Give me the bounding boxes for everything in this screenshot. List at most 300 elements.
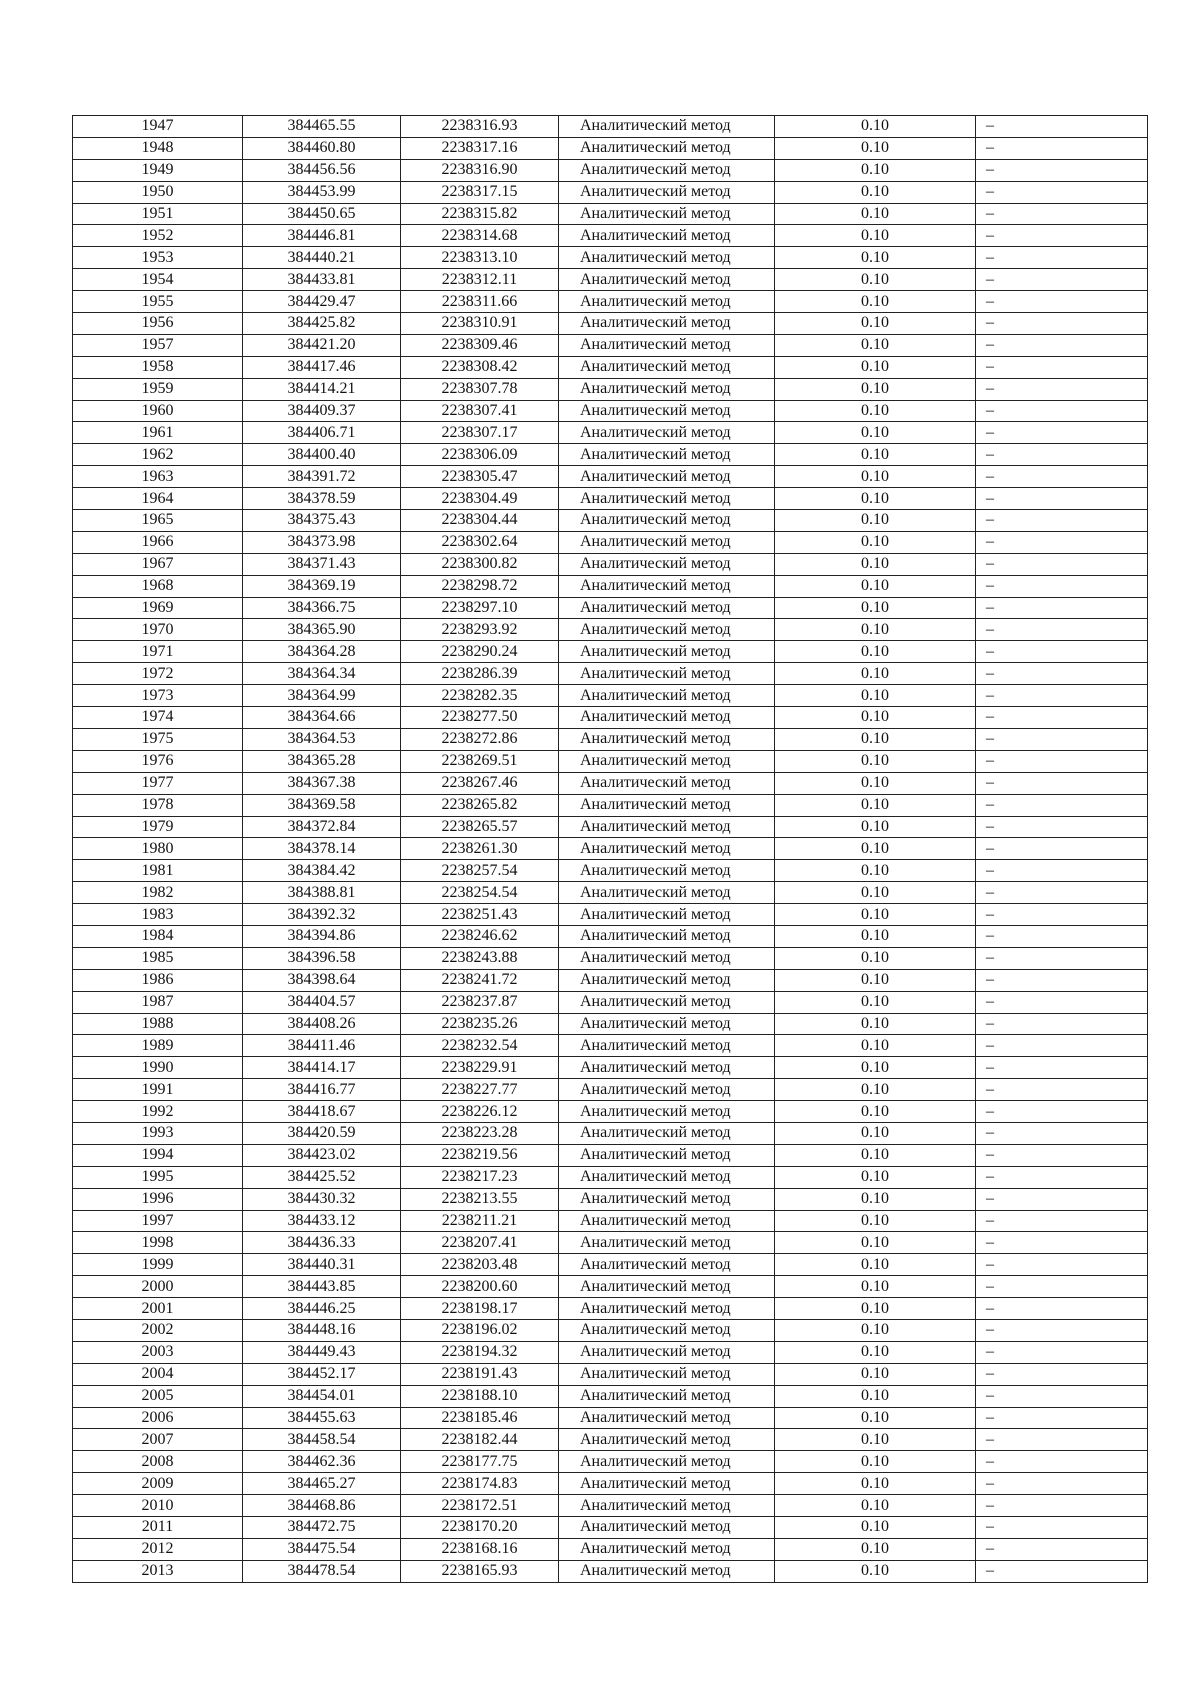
- precision-cell: 0.10: [775, 838, 976, 860]
- x-coordinate-cell: 384365.28: [243, 750, 401, 772]
- y-coordinate-cell: 2238241.72: [401, 969, 559, 991]
- description-cell: –: [976, 334, 1148, 356]
- y-coordinate-cell: 2238217.23: [401, 1166, 559, 1188]
- point-number-cell: 1997: [73, 1210, 243, 1232]
- point-number-cell: 1983: [73, 904, 243, 926]
- description-cell: –: [976, 1341, 1148, 1363]
- y-coordinate-cell: 2238316.93: [401, 116, 559, 138]
- table-row: [73, 860, 1148, 882]
- x-coordinate-cell: 384369.19: [243, 575, 401, 597]
- description-cell: –: [976, 816, 1148, 838]
- table-row: [73, 991, 1148, 1013]
- precision-cell: 0.10: [775, 1363, 976, 1385]
- point-number-cell: 1974: [73, 707, 243, 729]
- x-coordinate-cell: 384414.17: [243, 1057, 401, 1079]
- x-coordinate-cell: 384364.66: [243, 707, 401, 729]
- y-coordinate-cell: 2238168.16: [401, 1538, 559, 1560]
- description-cell: –: [976, 685, 1148, 707]
- description-cell: –: [976, 313, 1148, 335]
- precision-cell: 0.10: [775, 1079, 976, 1101]
- method-cell: Аналитический метод: [559, 1319, 775, 1341]
- table-row: [73, 925, 1148, 947]
- y-coordinate-cell: 2238293.92: [401, 619, 559, 641]
- y-coordinate-cell: 2238315.82: [401, 203, 559, 225]
- method-cell: Аналитический метод: [559, 794, 775, 816]
- table-row: [73, 1232, 1148, 1254]
- method-cell: Аналитический метод: [559, 1429, 775, 1451]
- table-row: [73, 1254, 1148, 1276]
- method-cell: Аналитический метод: [559, 203, 775, 225]
- point-number-cell: 1969: [73, 597, 243, 619]
- method-cell: Аналитический метод: [559, 1057, 775, 1079]
- point-number-cell: 1999: [73, 1254, 243, 1276]
- y-coordinate-cell: 2238188.10: [401, 1385, 559, 1407]
- y-coordinate-cell: 2238297.10: [401, 597, 559, 619]
- point-number-cell: 1985: [73, 947, 243, 969]
- method-cell: Аналитический метод: [559, 1341, 775, 1363]
- precision-cell: 0.10: [775, 1495, 976, 1517]
- point-number-cell: 1962: [73, 444, 243, 466]
- x-coordinate-cell: 384478.54: [243, 1560, 401, 1582]
- x-coordinate-cell: 384436.33: [243, 1232, 401, 1254]
- table-row: [73, 203, 1148, 225]
- method-cell: Аналитический метод: [559, 269, 775, 291]
- x-coordinate-cell: 384388.81: [243, 882, 401, 904]
- point-number-cell: 1965: [73, 510, 243, 532]
- point-number-cell: 2002: [73, 1319, 243, 1341]
- description-cell: –: [976, 378, 1148, 400]
- description-cell: –: [976, 159, 1148, 181]
- description-cell: –: [976, 1144, 1148, 1166]
- precision-cell: 0.10: [775, 225, 976, 247]
- point-number-cell: 1963: [73, 466, 243, 488]
- precision-cell: 0.10: [775, 247, 976, 269]
- table-row: [73, 1473, 1148, 1495]
- method-cell: Аналитический метод: [559, 1407, 775, 1429]
- precision-cell: 0.10: [775, 291, 976, 313]
- method-cell: Аналитический метод: [559, 1144, 775, 1166]
- point-number-cell: 1948: [73, 137, 243, 159]
- point-number-cell: 1951: [73, 203, 243, 225]
- x-coordinate-cell: 384449.43: [243, 1341, 401, 1363]
- method-cell: Аналитический метод: [559, 334, 775, 356]
- y-coordinate-cell: 2238185.46: [401, 1407, 559, 1429]
- y-coordinate-cell: 2238305.47: [401, 466, 559, 488]
- table-row: [73, 1210, 1148, 1232]
- method-cell: Аналитический метод: [559, 904, 775, 926]
- point-number-cell: 1978: [73, 794, 243, 816]
- method-cell: Аналитический метод: [559, 444, 775, 466]
- x-coordinate-cell: 384409.37: [243, 400, 401, 422]
- x-coordinate-cell: 384392.32: [243, 904, 401, 926]
- description-cell: –: [976, 1232, 1148, 1254]
- x-coordinate-cell: 384468.86: [243, 1495, 401, 1517]
- method-cell: Аналитический метод: [559, 378, 775, 400]
- table-row: [73, 269, 1148, 291]
- table-row: [73, 1538, 1148, 1560]
- y-coordinate-cell: 2238311.66: [401, 291, 559, 313]
- description-cell: –: [976, 750, 1148, 772]
- point-number-cell: 2007: [73, 1429, 243, 1451]
- y-coordinate-cell: 2238306.09: [401, 444, 559, 466]
- x-coordinate-cell: 384396.58: [243, 947, 401, 969]
- method-cell: Аналитический метод: [559, 356, 775, 378]
- point-number-cell: 1953: [73, 247, 243, 269]
- precision-cell: 0.10: [775, 356, 976, 378]
- method-cell: Аналитический метод: [559, 1385, 775, 1407]
- y-coordinate-cell: 2238237.87: [401, 991, 559, 1013]
- y-coordinate-cell: 2238307.41: [401, 400, 559, 422]
- method-cell: Аналитический метод: [559, 838, 775, 860]
- method-cell: Аналитический метод: [559, 575, 775, 597]
- precision-cell: 0.10: [775, 663, 976, 685]
- description-cell: –: [976, 1473, 1148, 1495]
- x-coordinate-cell: 384455.63: [243, 1407, 401, 1429]
- table-row: [73, 1166, 1148, 1188]
- precision-cell: 0.10: [775, 1232, 976, 1254]
- x-coordinate-cell: 384417.46: [243, 356, 401, 378]
- table-row: [73, 466, 1148, 488]
- description-cell: –: [976, 1166, 1148, 1188]
- x-coordinate-cell: 384384.42: [243, 860, 401, 882]
- method-cell: Аналитический метод: [559, 1210, 775, 1232]
- table-row: [73, 1298, 1148, 1320]
- table-row: [73, 1144, 1148, 1166]
- x-coordinate-cell: 384394.86: [243, 925, 401, 947]
- y-coordinate-cell: 2238194.32: [401, 1341, 559, 1363]
- x-coordinate-cell: 384453.99: [243, 181, 401, 203]
- method-cell: Аналитический метод: [559, 1101, 775, 1123]
- description-cell: –: [976, 1363, 1148, 1385]
- table-row: [73, 969, 1148, 991]
- description-cell: –: [976, 247, 1148, 269]
- table-row: [73, 159, 1148, 181]
- table-row: [73, 882, 1148, 904]
- table-row: [73, 685, 1148, 707]
- table-row: [73, 641, 1148, 663]
- point-number-cell: 1947: [73, 116, 243, 138]
- precision-cell: 0.10: [775, 1341, 976, 1363]
- y-coordinate-cell: 2238172.51: [401, 1495, 559, 1517]
- y-coordinate-cell: 2238308.42: [401, 356, 559, 378]
- point-number-cell: 1994: [73, 1144, 243, 1166]
- y-coordinate-cell: 2238310.91: [401, 313, 559, 335]
- precision-cell: 0.10: [775, 1122, 976, 1144]
- precision-cell: 0.10: [775, 728, 976, 750]
- table-row: [73, 1429, 1148, 1451]
- x-coordinate-cell: 384448.16: [243, 1319, 401, 1341]
- x-coordinate-cell: 384433.12: [243, 1210, 401, 1232]
- point-number-cell: 1975: [73, 728, 243, 750]
- method-cell: Аналитический метод: [559, 1122, 775, 1144]
- x-coordinate-cell: 384371.43: [243, 553, 401, 575]
- table-row: [73, 663, 1148, 685]
- x-coordinate-cell: 384365.90: [243, 619, 401, 641]
- point-number-cell: 2008: [73, 1451, 243, 1473]
- description-cell: –: [976, 1451, 1148, 1473]
- point-number-cell: 2013: [73, 1560, 243, 1582]
- table-row: [73, 510, 1148, 532]
- description-cell: –: [976, 181, 1148, 203]
- description-cell: –: [976, 1035, 1148, 1057]
- x-coordinate-cell: 384398.64: [243, 969, 401, 991]
- description-cell: –: [976, 1079, 1148, 1101]
- method-cell: Аналитический метод: [559, 313, 775, 335]
- description-cell: –: [976, 203, 1148, 225]
- x-coordinate-cell: 384450.65: [243, 203, 401, 225]
- table-row: [73, 422, 1148, 444]
- x-coordinate-cell: 384423.02: [243, 1144, 401, 1166]
- table-row: [73, 225, 1148, 247]
- description-cell: –: [976, 904, 1148, 926]
- table-row: [73, 531, 1148, 553]
- x-coordinate-cell: 384465.27: [243, 1473, 401, 1495]
- precision-cell: 0.10: [775, 750, 976, 772]
- method-cell: Аналитический метод: [559, 597, 775, 619]
- method-cell: Аналитический метод: [559, 488, 775, 510]
- x-coordinate-cell: 384446.25: [243, 1298, 401, 1320]
- y-coordinate-cell: 2238207.41: [401, 1232, 559, 1254]
- method-cell: Аналитический метод: [559, 772, 775, 794]
- method-cell: Аналитический метод: [559, 1254, 775, 1276]
- method-cell: Аналитический метод: [559, 619, 775, 641]
- x-coordinate-cell: 384452.17: [243, 1363, 401, 1385]
- precision-cell: 0.10: [775, 1101, 976, 1123]
- y-coordinate-cell: 2238198.17: [401, 1298, 559, 1320]
- point-number-cell: 1958: [73, 356, 243, 378]
- precision-cell: 0.10: [775, 860, 976, 882]
- method-cell: Аналитический метод: [559, 291, 775, 313]
- y-coordinate-cell: 2238307.17: [401, 422, 559, 444]
- description-cell: –: [976, 1276, 1148, 1298]
- description-cell: –: [976, 991, 1148, 1013]
- y-coordinate-cell: 2238316.90: [401, 159, 559, 181]
- y-coordinate-cell: 2238165.93: [401, 1560, 559, 1582]
- description-cell: –: [976, 1517, 1148, 1539]
- method-cell: Аналитический метод: [559, 1560, 775, 1582]
- precision-cell: 0.10: [775, 510, 976, 532]
- description-cell: –: [976, 575, 1148, 597]
- point-number-cell: 2005: [73, 1385, 243, 1407]
- precision-cell: 0.10: [775, 1166, 976, 1188]
- precision-cell: 0.10: [775, 1319, 976, 1341]
- y-coordinate-cell: 2238300.82: [401, 553, 559, 575]
- precision-cell: 0.10: [775, 641, 976, 663]
- description-cell: –: [976, 1560, 1148, 1582]
- point-number-cell: 1992: [73, 1101, 243, 1123]
- y-coordinate-cell: 2238229.91: [401, 1057, 559, 1079]
- method-cell: Аналитический метод: [559, 882, 775, 904]
- description-cell: –: [976, 1210, 1148, 1232]
- x-coordinate-cell: 384430.32: [243, 1188, 401, 1210]
- y-coordinate-cell: 2238317.15: [401, 181, 559, 203]
- x-coordinate-cell: 384416.77: [243, 1079, 401, 1101]
- x-coordinate-cell: 384400.40: [243, 444, 401, 466]
- precision-cell: 0.10: [775, 882, 976, 904]
- description-cell: –: [976, 466, 1148, 488]
- y-coordinate-cell: 2238203.48: [401, 1254, 559, 1276]
- x-coordinate-cell: 384375.43: [243, 510, 401, 532]
- y-coordinate-cell: 2238226.12: [401, 1101, 559, 1123]
- method-cell: Аналитический метод: [559, 137, 775, 159]
- table-row: [73, 1495, 1148, 1517]
- method-cell: Аналитический метод: [559, 860, 775, 882]
- coordinates-table-body: [73, 116, 1148, 1583]
- description-cell: –: [976, 947, 1148, 969]
- table-row: [73, 247, 1148, 269]
- point-number-cell: 1972: [73, 663, 243, 685]
- precision-cell: 0.10: [775, 619, 976, 641]
- point-number-cell: 1989: [73, 1035, 243, 1057]
- precision-cell: 0.10: [775, 553, 976, 575]
- point-number-cell: 1949: [73, 159, 243, 181]
- precision-cell: 0.10: [775, 597, 976, 619]
- x-coordinate-cell: 384440.21: [243, 247, 401, 269]
- point-number-cell: 1993: [73, 1122, 243, 1144]
- table-row: [73, 1341, 1148, 1363]
- description-cell: –: [976, 1057, 1148, 1079]
- x-coordinate-cell: 384411.46: [243, 1035, 401, 1057]
- description-cell: –: [976, 531, 1148, 553]
- y-coordinate-cell: 2238235.26: [401, 1013, 559, 1035]
- y-coordinate-cell: 2238298.72: [401, 575, 559, 597]
- point-number-cell: 1976: [73, 750, 243, 772]
- precision-cell: 0.10: [775, 1035, 976, 1057]
- table-row: [73, 1079, 1148, 1101]
- table-row: [73, 1057, 1148, 1079]
- method-cell: Аналитический метод: [559, 1451, 775, 1473]
- table-row: [73, 575, 1148, 597]
- point-number-cell: 1952: [73, 225, 243, 247]
- table-row: [73, 1385, 1148, 1407]
- table-row: [73, 1101, 1148, 1123]
- table-row: [73, 904, 1148, 926]
- y-coordinate-cell: 2238277.50: [401, 707, 559, 729]
- point-number-cell: 1986: [73, 969, 243, 991]
- y-coordinate-cell: 2238200.60: [401, 1276, 559, 1298]
- x-coordinate-cell: 384440.31: [243, 1254, 401, 1276]
- x-coordinate-cell: 384429.47: [243, 291, 401, 313]
- y-coordinate-cell: 2238282.35: [401, 685, 559, 707]
- precision-cell: 0.10: [775, 685, 976, 707]
- description-cell: –: [976, 269, 1148, 291]
- precision-cell: 0.10: [775, 991, 976, 1013]
- precision-cell: 0.10: [775, 1144, 976, 1166]
- y-coordinate-cell: 2238307.78: [401, 378, 559, 400]
- y-coordinate-cell: 2238290.24: [401, 641, 559, 663]
- y-coordinate-cell: 2238174.83: [401, 1473, 559, 1495]
- x-coordinate-cell: 384454.01: [243, 1385, 401, 1407]
- description-cell: –: [976, 641, 1148, 663]
- x-coordinate-cell: 384425.52: [243, 1166, 401, 1188]
- point-number-cell: 1973: [73, 685, 243, 707]
- point-number-cell: 1979: [73, 816, 243, 838]
- method-cell: Аналитический метод: [559, 1232, 775, 1254]
- table-row: [73, 619, 1148, 641]
- y-coordinate-cell: 2238219.56: [401, 1144, 559, 1166]
- description-cell: –: [976, 356, 1148, 378]
- method-cell: Аналитический метод: [559, 1276, 775, 1298]
- x-coordinate-cell: 384462.36: [243, 1451, 401, 1473]
- description-cell: –: [976, 291, 1148, 313]
- x-coordinate-cell: 384420.59: [243, 1122, 401, 1144]
- y-coordinate-cell: 2238213.55: [401, 1188, 559, 1210]
- precision-cell: 0.10: [775, 1560, 976, 1582]
- y-coordinate-cell: 2238227.77: [401, 1079, 559, 1101]
- precision-cell: 0.10: [775, 159, 976, 181]
- method-cell: Аналитический метод: [559, 510, 775, 532]
- x-coordinate-cell: 384418.67: [243, 1101, 401, 1123]
- description-cell: –: [976, 422, 1148, 444]
- method-cell: Аналитический метод: [559, 728, 775, 750]
- y-coordinate-cell: 2238246.62: [401, 925, 559, 947]
- y-coordinate-cell: 2238312.11: [401, 269, 559, 291]
- precision-cell: 0.10: [775, 444, 976, 466]
- precision-cell: 0.10: [775, 488, 976, 510]
- x-coordinate-cell: 384372.84: [243, 816, 401, 838]
- point-number-cell: 1971: [73, 641, 243, 663]
- precision-cell: 0.10: [775, 707, 976, 729]
- precision-cell: 0.10: [775, 1538, 976, 1560]
- method-cell: Аналитический метод: [559, 816, 775, 838]
- y-coordinate-cell: 2238269.51: [401, 750, 559, 772]
- x-coordinate-cell: 384404.57: [243, 991, 401, 1013]
- precision-cell: 0.10: [775, 531, 976, 553]
- x-coordinate-cell: 384460.80: [243, 137, 401, 159]
- description-cell: –: [976, 1013, 1148, 1035]
- method-cell: Аналитический метод: [559, 1166, 775, 1188]
- precision-cell: 0.10: [775, 400, 976, 422]
- table-row: [73, 444, 1148, 466]
- x-coordinate-cell: 384465.55: [243, 116, 401, 138]
- y-coordinate-cell: 2238223.28: [401, 1122, 559, 1144]
- description-cell: –: [976, 1385, 1148, 1407]
- x-coordinate-cell: 384367.38: [243, 772, 401, 794]
- table-row: [73, 838, 1148, 860]
- description-cell: –: [976, 1319, 1148, 1341]
- table-row: [73, 488, 1148, 510]
- table-row: [73, 1363, 1148, 1385]
- point-number-cell: 1991: [73, 1079, 243, 1101]
- x-coordinate-cell: 384421.20: [243, 334, 401, 356]
- point-number-cell: 1968: [73, 575, 243, 597]
- precision-cell: 0.10: [775, 1210, 976, 1232]
- point-number-cell: 1981: [73, 860, 243, 882]
- description-cell: –: [976, 707, 1148, 729]
- point-number-cell: 2009: [73, 1473, 243, 1495]
- x-coordinate-cell: 384378.14: [243, 838, 401, 860]
- method-cell: Аналитический метод: [559, 225, 775, 247]
- point-number-cell: 1977: [73, 772, 243, 794]
- x-coordinate-cell: 384475.54: [243, 1538, 401, 1560]
- x-coordinate-cell: 384472.75: [243, 1517, 401, 1539]
- y-coordinate-cell: 2238309.46: [401, 334, 559, 356]
- method-cell: Аналитический метод: [559, 247, 775, 269]
- point-number-cell: 2012: [73, 1538, 243, 1560]
- point-number-cell: 2003: [73, 1341, 243, 1363]
- precision-cell: 0.10: [775, 269, 976, 291]
- point-number-cell: 1987: [73, 991, 243, 1013]
- method-cell: Аналитический метод: [559, 1188, 775, 1210]
- x-coordinate-cell: 384408.26: [243, 1013, 401, 1035]
- y-coordinate-cell: 2238317.16: [401, 137, 559, 159]
- description-cell: –: [976, 116, 1148, 138]
- y-coordinate-cell: 2238170.20: [401, 1517, 559, 1539]
- x-coordinate-cell: 384406.71: [243, 422, 401, 444]
- x-coordinate-cell: 384364.53: [243, 728, 401, 750]
- y-coordinate-cell: 2238272.86: [401, 728, 559, 750]
- precision-cell: 0.10: [775, 816, 976, 838]
